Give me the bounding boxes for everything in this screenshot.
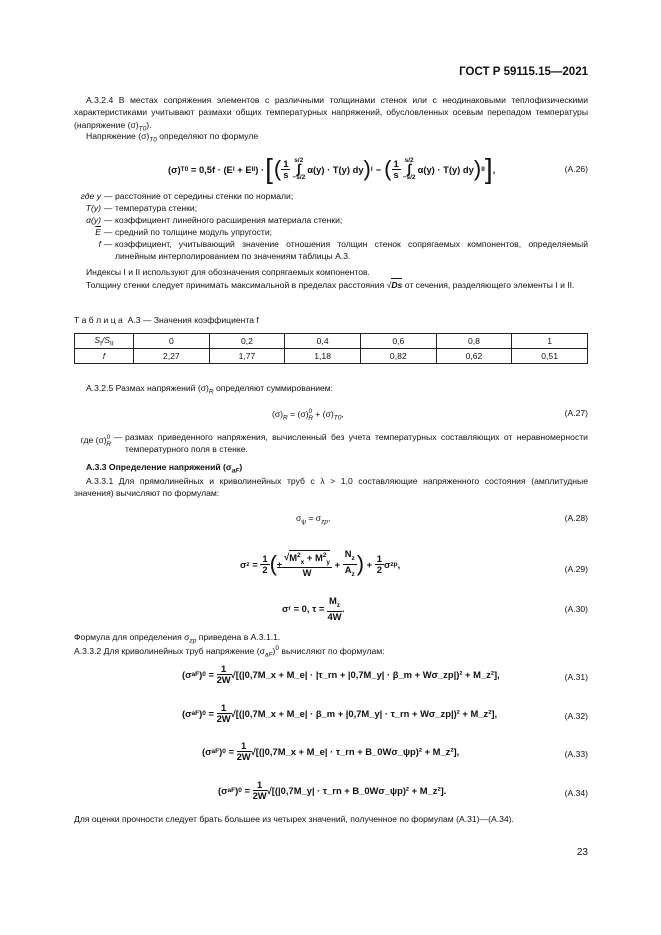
definition-row: $\overline{E}$ — средний по толщине модуль упругости; (95, 226, 273, 237)
table-caption: Т а б л и ц а А.3 — Значения коэффициента f (74, 315, 259, 325)
table-cell: 0,51 (512, 349, 588, 364)
table-cell: 0,82 (360, 349, 436, 364)
coefficient-table (74, 333, 588, 364)
equation-a32: (σ aF ) 0 = $\frac{1}{2W}$ √[(|0,7M_x + M_e| · β_m + |0,7M_y| · τ_rn + Wσ_zp|)² + M_z²] , (182, 702, 498, 724)
equation-a27: $(\sigma)_R = (\sigma)^0_R + (\sigma)_{T0}$, (272, 408, 344, 422)
equation-number-a29: (А.29) (564, 564, 588, 574)
table-cell: 0,8 (436, 334, 512, 349)
equation-number-a32: (А.32) (564, 711, 588, 721)
table-cell: 1,18 (285, 349, 361, 364)
equation-number-a34: (А.34) (564, 788, 588, 798)
definition-a27: где $(\sigma)^0_R$ — размах приведенного напряжения, вычисленный без учета температурных составляющих от неравномерности температурного поля в стенке. (80, 432, 588, 454)
equation-number-a27: (А.27) (564, 408, 588, 418)
paragraph-a324: А.3.2.4 В местах сопряжения элементов с различными толщинами стенок или с неодинаковыми теплофизическими характеристиками учитывают размахи общих температурных напряжений, обусловленных осевым перепадом температуры (напряжение $(\sigma)_{T0}$). (74, 95, 588, 133)
equation-a30: σ r = 0, τ = $\frac{M_z}{4W}$ . (282, 595, 345, 622)
table-row (75, 334, 588, 349)
table-cell: 1 (512, 334, 588, 349)
paragraph-a332: А.3.3.2 Для криволинейных труб напряжение $(\sigma_{aF})^0$ вычисляют по формулам: (74, 645, 385, 659)
section-title-a33: А.3.3 Определение напряжений $(\sigma_{aF})$ (86, 462, 243, 475)
table-cell: 0 (134, 334, 210, 349)
table-row (75, 349, 588, 364)
indices-note: Индексы I и II используют для обозначения сопрягаемых компонентов. (86, 267, 370, 277)
table-cell: 0,6 (360, 334, 436, 349)
equation-a31: (σ aF ) 0 = $\frac{1}{2W}$ √[(|0,7M_x + M_e| · |τ_rn + |0,7M_y| · β_m + Wσ_zp|)² + M_z²] , (182, 663, 500, 685)
final-note: Для оценки прочности следует брать большее из четырех значений, полученное по формулам (А.31)—(А.34). (74, 814, 514, 824)
table-cell: 0,62 (436, 349, 512, 364)
definitions-list (48, 191, 588, 262)
equation-a33: (σ aF ) 0 = $\frac{1}{2W}$ √[(|0,7M_x + M_e| · τ_rn + B_0Wσ_ψp)² + M_z²] , (202, 740, 460, 762)
equation-number-a28: (А.28) (564, 513, 588, 523)
table-row-label: f (75, 349, 134, 364)
paragraph-a331: А.3.3.1 Для прямолинейных и криволинейных труб с λ > 1,0 составляющие напряженного состояния (амплитудные значения) вычисляют по формулам: (74, 476, 588, 499)
equation-number-a30: (А.30) (564, 604, 588, 614)
definition-row: f — коэффициент, учитывающий значение отношения толщин стенок сопрягаемых компонентов, определяемый линейным интерполированием по значениям таблицы А.3. (98, 238, 588, 261)
equation-a29: σ z = $\frac{1}{2}$ ( ± $\frac{√M^2_x + M^2_y}{W}$ + $\frac{N_z}{A_z}$ ) + $\frac{1}{2}$ σ zp , (240, 548, 401, 579)
equation-number-a31: (А.31) (564, 672, 588, 682)
document-code: ГОСТ Р 59115.15—2021 (459, 66, 588, 78)
paragraph-a325: А.3.2.5 Размах напряжений $(\sigma)_R$ определяют суммированием: (86, 383, 334, 396)
definition-row: α(y) — коэффициент линейного расширения материала стенки; (86, 214, 343, 225)
table-row-label: $S_I/S_{II}$ (75, 334, 134, 349)
equation-number-a26: (А.26) (564, 164, 588, 174)
equation-number-a33: (А.33) (564, 749, 588, 759)
formula-intro: Напряжение $(\sigma)_{T0}$ определяют по формуле (86, 131, 259, 144)
table-cell: 1,77 (209, 349, 285, 364)
table-cell: 0,4 (285, 334, 361, 349)
equation-a28: $\sigma_\psi = \sigma_{zp}$, (296, 513, 331, 526)
equation-a26: (σ) T0 = 0,5f · (E I + E II ) · [ ( $\frac{1}{s}$ s/2 ∫ −s/2 α(y) · T(y) dy ) I − ( $\frac{1}{s}$ s/2 ∫ −s/2 α(y) · T(y) dy ) II ] , (168, 153, 496, 184)
definition-row: где y — расстояние от середины стенки по нормали; (80, 191, 294, 201)
equation-a34: (σ aF ) 0 = $\frac{1}{2W}$ √[(|0,7M_y| · τ_rn + B_0Wσ_ψp)² + M_z²] . (218, 779, 447, 801)
page-number: 23 (576, 847, 588, 858)
definition-row: T(y) — температура стенки; (85, 202, 198, 213)
table-cell: 0,2 (209, 334, 285, 349)
thickness-note: Толщину стенки следует принимать максимальной в пределах расстояния √Ds от сечения, разделяющего элементы I и II. (86, 280, 575, 290)
table-cell: 2,27 (134, 349, 210, 364)
note-zp: Формула для определения $\sigma_{zp}$ приведена в А.3.1.1. (74, 632, 281, 645)
